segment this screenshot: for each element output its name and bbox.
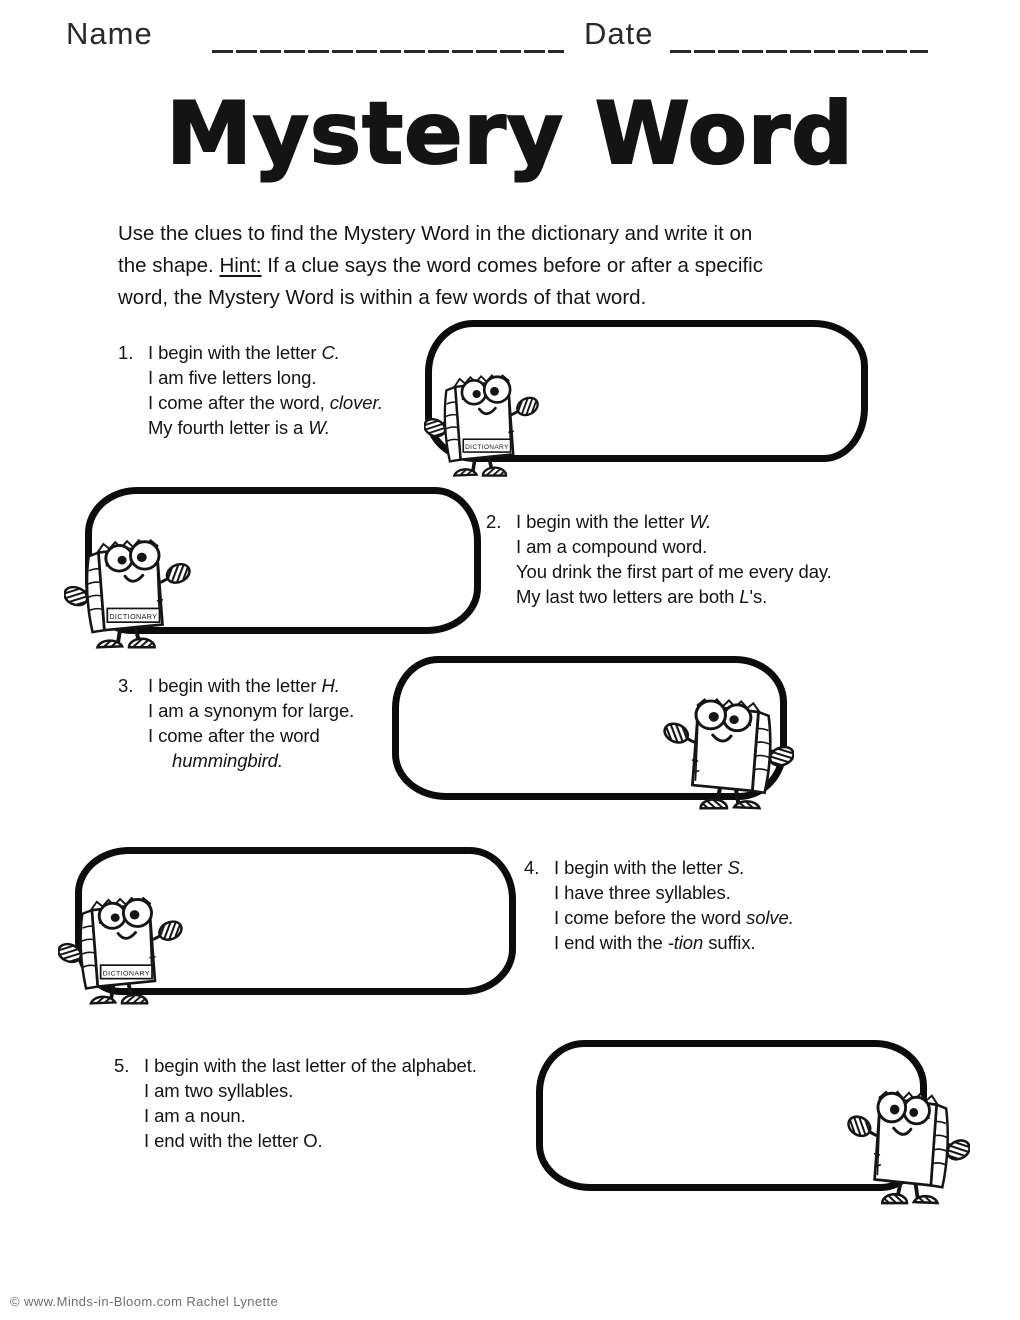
clue-number: 2.: [486, 511, 502, 532]
instructions-line-2-pre: the shape.: [118, 254, 220, 277]
clue-4: [524, 855, 794, 955]
hint-label: Hint:: [219, 254, 262, 277]
dictionary-character-icon: [58, 885, 184, 1008]
clue-2: [486, 509, 832, 609]
page-title: Mystery Word: [166, 84, 854, 184]
dictionary-character-icon: [662, 686, 794, 813]
name-label: Name: [66, 16, 153, 51]
dictionary-character-icon: [64, 527, 192, 652]
clue-number: 1.: [118, 342, 134, 363]
instructions: [118, 218, 763, 314]
instructions-line-2-post: If a clue says the word comes before or after a specific: [261, 254, 763, 277]
clue-number: 4.: [524, 857, 540, 878]
date-fill-line[interactable]: [670, 50, 928, 53]
copyright-credit: © www.Minds-in-Bloom.com Rachel Lynette: [10, 1294, 279, 1309]
svg-text:DICTIONARY: DICTIONARY: [102, 970, 151, 978]
dictionary-character-icon: [424, 363, 540, 480]
date-label: Date: [584, 16, 654, 51]
instructions-line-3: word, the Mystery Word is within a few words of that word.: [118, 286, 647, 309]
instructions-line-1: Use the clues to find the Mystery Word in the dictionary and write it on: [118, 222, 753, 245]
clue-number: 3.: [118, 675, 134, 696]
dictionary-character-icon: [846, 1078, 970, 1208]
name-fill-line[interactable]: [212, 50, 564, 53]
clue-lines: I begin with the letter C. I am five letters long. I come after the word, clover. My fourth letter is a W.: [148, 342, 383, 438]
clue-5: [114, 1053, 477, 1153]
clue-lines: I begin with the last letter of the alphabet. I am two syllables. I am a noun. I end with the letter O.: [144, 1055, 477, 1151]
clue-3: [118, 673, 354, 773]
svg-text:DICTIONARY: DICTIONARY: [109, 613, 158, 621]
clue-1: [118, 340, 383, 440]
clue-lines: I begin with the letter W. I am a compound word. You drink the first part of me every day. My last two letters are both L's.: [516, 511, 832, 607]
svg-text:DICTIONARY: DICTIONARY: [465, 443, 509, 451]
clue-lines: I begin with the letter S. I have three syllables. I come before the word solve. I end with the -tion suffix.: [554, 857, 794, 953]
clue-number: 5.: [114, 1055, 130, 1076]
clue-lines: I begin with the letter H. I am a synonym for large. I come after the word hummingbird.: [148, 675, 355, 771]
